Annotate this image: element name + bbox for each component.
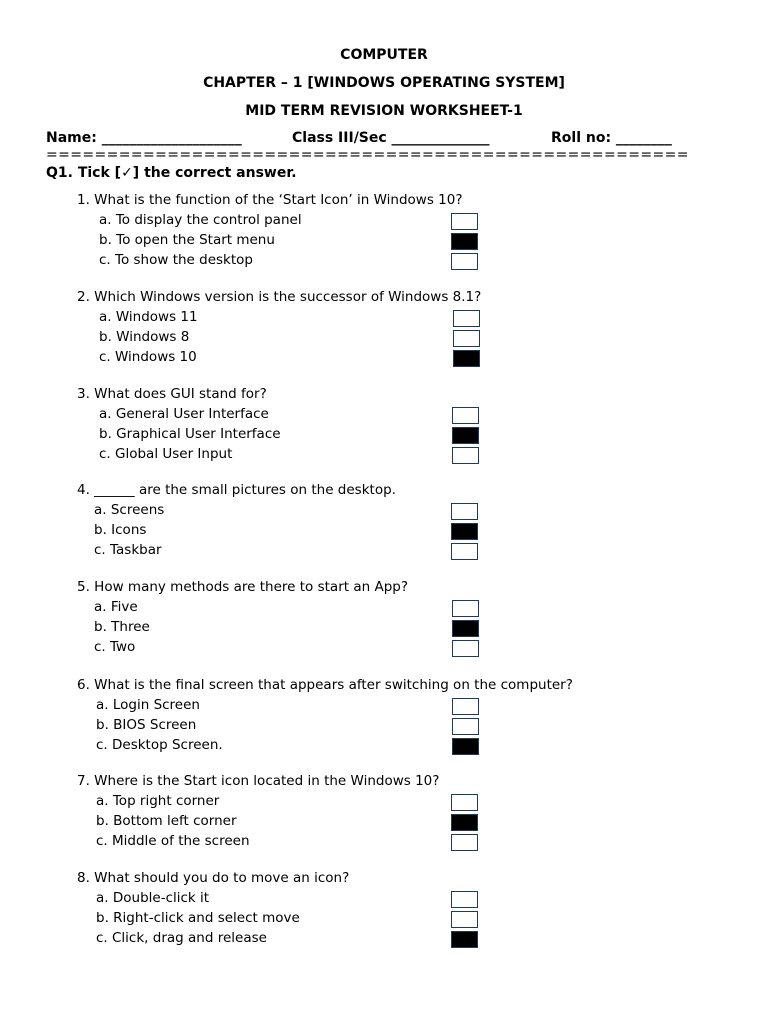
question-5: 5. How many methods are there to start an App? (77, 579, 409, 595)
option-6-c: c. Desktop Screen. (96, 737, 223, 753)
question-4: 4. ______ are the small pictures on the desktop. (77, 482, 396, 498)
answer-checkbox-2-b[interactable] (453, 330, 480, 347)
roll-no-field: Roll no: ________ (551, 130, 672, 146)
option-1-b: b. To open the Start menu (99, 232, 275, 248)
option-2-b: b. Windows 8 (99, 329, 190, 345)
answer-checkbox-6-a[interactable] (452, 698, 479, 715)
option-6-b: b. BIOS Screen (96, 717, 197, 733)
answer-checkbox-1-a[interactable] (451, 213, 478, 230)
question-2: 2. Which Windows version is the successor of Windows 8.1? (77, 289, 482, 305)
answer-checkbox-7-c[interactable] (451, 834, 478, 851)
answer-checkbox-6-c[interactable] (452, 738, 479, 755)
question-6: 6. What is the final screen that appears after switching on the computer? (77, 677, 573, 693)
option-3-a: a. General User Interface (99, 406, 269, 422)
worksheet-title: MID TERM REVISION WORKSHEET-1 (245, 103, 523, 119)
option-3-c: c. Global User Input (99, 446, 233, 462)
option-1-a: a. To display the control panel (99, 212, 302, 228)
answer-checkbox-5-c[interactable] (452, 640, 479, 657)
answer-checkbox-1-c[interactable] (451, 253, 478, 270)
option-8-c: c. Click, drag and release (96, 930, 267, 946)
question-3: 3. What does GUI stand for? (77, 386, 267, 402)
separator-line: ===================================================== (46, 147, 689, 163)
option-2-c: c. Windows 10 (99, 349, 197, 365)
section-title: Q1. Tick [✓] the correct answer. (46, 165, 297, 181)
option-8-b: b. Right-click and select move (96, 910, 300, 926)
answer-checkbox-4-a[interactable] (451, 503, 478, 520)
option-8-a: a. Double-click it (96, 890, 210, 906)
question-7: 7. Where is the Start icon located in the Windows 10? (77, 773, 440, 789)
answer-checkbox-7-b[interactable] (451, 814, 478, 831)
answer-checkbox-7-a[interactable] (451, 794, 478, 811)
option-7-b: b. Bottom left corner (96, 813, 237, 829)
question-1: 1. What is the function of the ‘Start Icon’ in Windows 10? (77, 192, 463, 208)
option-5-c: c. Two (94, 639, 136, 655)
answer-checkbox-6-b[interactable] (452, 718, 479, 735)
answer-checkbox-5-b[interactable] (452, 620, 479, 637)
option-6-a: a. Login Screen (96, 697, 200, 713)
answer-checkbox-5-a[interactable] (452, 600, 479, 617)
answer-checkbox-3-a[interactable] (452, 407, 479, 424)
subject-title: COMPUTER (340, 47, 428, 63)
answer-checkbox-1-b[interactable] (451, 233, 478, 250)
chapter-title: CHAPTER – 1 [WINDOWS OPERATING SYSTEM] (203, 75, 565, 91)
option-4-a: a. Screens (94, 502, 165, 518)
answer-checkbox-4-c[interactable] (451, 543, 478, 560)
answer-checkbox-8-b[interactable] (451, 911, 478, 928)
answer-checkbox-2-a[interactable] (453, 310, 480, 327)
answer-checkbox-8-c[interactable] (451, 931, 478, 948)
class-sec-field: Class III/Sec ______________ (292, 130, 490, 146)
answer-checkbox-2-c[interactable] (453, 350, 480, 367)
option-4-b: b. Icons (94, 522, 147, 538)
answer-checkbox-4-b[interactable] (451, 523, 478, 540)
option-1-c: c. To show the desktop (99, 252, 253, 268)
option-3-b: b. Graphical User Interface (99, 426, 281, 442)
name-field: Name: ____________________ (46, 130, 242, 146)
answer-checkbox-3-b[interactable] (452, 427, 479, 444)
option-5-a: a. Five (94, 599, 138, 615)
question-8: 8. What should you do to move an icon? (77, 870, 350, 886)
answer-checkbox-8-a[interactable] (451, 891, 478, 908)
option-7-c: c. Middle of the screen (96, 833, 250, 849)
option-5-b: b. Three (94, 619, 150, 635)
option-2-a: a. Windows 11 (99, 309, 198, 325)
option-4-c: c. Taskbar (94, 542, 162, 558)
option-7-a: a. Top right corner (96, 793, 220, 809)
answer-checkbox-3-c[interactable] (452, 447, 479, 464)
